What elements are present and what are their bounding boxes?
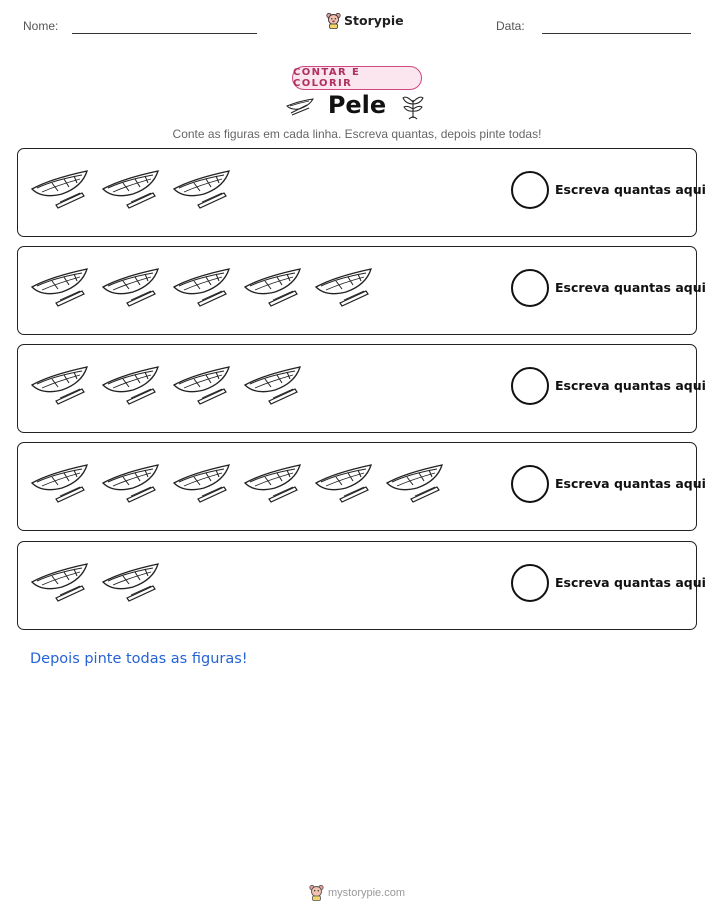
icon-group — [30, 267, 373, 307]
canoe-icon — [243, 267, 302, 307]
canoe-icon — [314, 463, 373, 503]
answer-circle[interactable] — [511, 171, 549, 209]
answer-label: Escreva quantas aqui — [555, 182, 706, 197]
canoe-icon — [172, 169, 231, 209]
date-line[interactable] — [542, 33, 691, 34]
canoe-icon — [101, 169, 160, 209]
icon-group — [30, 463, 444, 503]
canoe-icon — [243, 365, 302, 405]
count-row — [17, 148, 706, 237]
count-row — [17, 344, 706, 433]
canoe-icon — [101, 267, 160, 307]
answer-label: Escreva quantas aqui — [555, 378, 706, 393]
activity-badge: CONTAR E COLORIR — [292, 66, 422, 90]
date-label: Data: — [496, 19, 525, 33]
answer-circle[interactable] — [511, 269, 549, 307]
instructions: Conte as figuras em cada linha. Escreva quantas, depois pinte todas! — [172, 127, 542, 141]
canoe-icon — [172, 267, 231, 307]
answer-circle[interactable] — [511, 367, 549, 405]
icon-group — [30, 562, 160, 602]
site-url: mystorypie.com — [328, 886, 406, 899]
page-title: Pele — [327, 91, 387, 119]
answer-circle[interactable] — [511, 564, 549, 602]
count-row — [17, 541, 706, 630]
answer-label: Escreva quantas aqui — [555, 476, 706, 491]
plant-icon — [400, 92, 426, 120]
bear-mascot-icon — [326, 12, 341, 29]
count-row — [17, 246, 706, 335]
canoe-icon — [30, 365, 89, 405]
answer-circle[interactable] — [511, 465, 549, 503]
name-label: Nome: — [23, 19, 59, 33]
canoe-icon — [30, 267, 89, 307]
canoe-icon — [172, 365, 231, 405]
canoe-icon — [314, 267, 373, 307]
icon-group — [30, 169, 231, 209]
canoe-icon — [30, 169, 89, 209]
canoe-icon — [243, 463, 302, 503]
answer-label: Escreva quantas aqui — [555, 575, 706, 590]
canoe-icon — [172, 463, 231, 503]
canoe-icon — [385, 463, 444, 503]
footer-instruction: Depois pinte todas as figuras! — [30, 651, 248, 667]
icon-group — [30, 365, 302, 405]
site-footer — [309, 884, 405, 901]
canoe-icon — [101, 463, 160, 503]
bear-mascot-icon — [309, 884, 324, 901]
brand-name: Storypie — [344, 13, 404, 28]
brand-logo — [326, 12, 404, 29]
canoe-icon — [101, 562, 160, 602]
canoe-icon — [30, 562, 89, 602]
canoe-icon — [101, 365, 160, 405]
answer-label: Escreva quantas aqui — [555, 280, 706, 295]
count-row — [17, 442, 706, 531]
canoe-icon — [30, 463, 89, 503]
name-line[interactable] — [72, 33, 257, 34]
